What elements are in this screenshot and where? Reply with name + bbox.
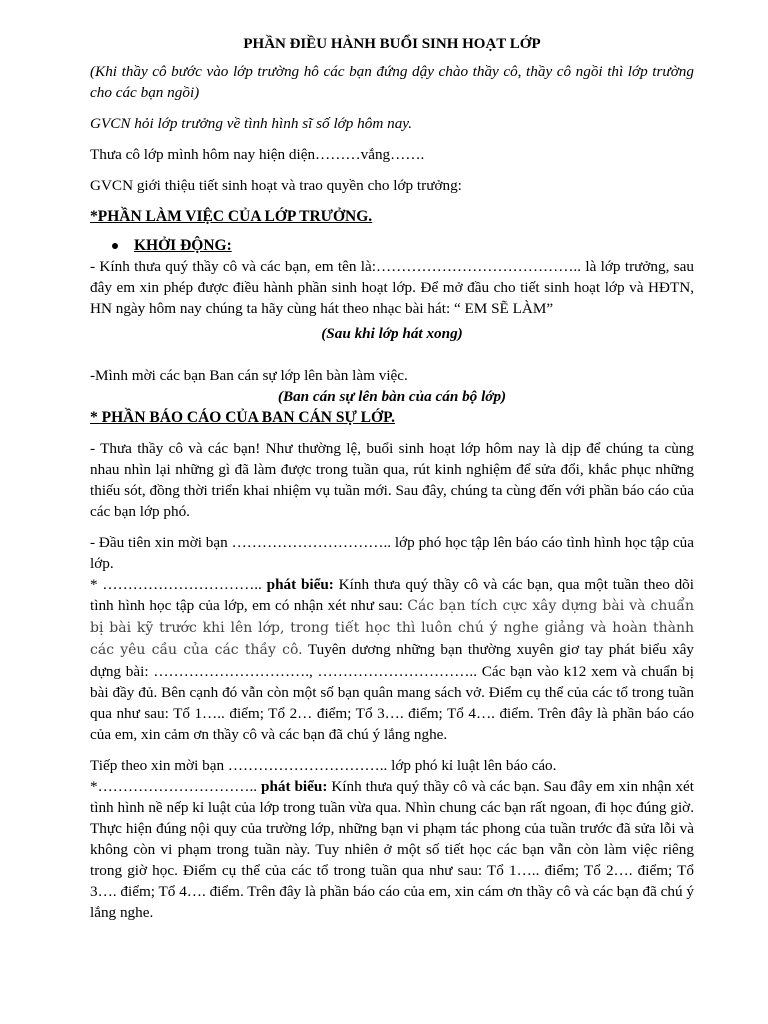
- page-title: PHẦN ĐIỀU HÀNH BUỔI SINH HOẠT LỚP: [243, 36, 541, 52]
- study-text1: Kính thưa quý thầy cô và các bạn, qua một tuần theo dõi tình hình học tập của lớp, em có nhận xét như sau:: [90, 576, 694, 614]
- attendance-line: Thưa cô lớp mình hôm nay hiện diện………vắng…….: [90, 146, 425, 163]
- discipline-text: Kính thưa quý thầy cô và các bạn. Sau đây em xin nhận xét tình hình nề nếp kỉ luật của lớp trong tuần vừa qua. Nhìn chung các bạn rất ngoan, đi học đúng giờ. Thực hiện đúng nội quy của trường lớp, những bạn vi phạm tác phong của tuần trước đã sửa lỗi và không còn vi phạm trong tuần này. Tuy nhiên ở một số tiết học các bạn vẫn còn làm việc riêng trong giờ học. Điểm cụ thể của các tổ trong tuần qua như sau: Tổ 1….. điểm; Tổ 2…. điểm; Tổ 3…. điểm; Tổ 4…. điểm. Trên đây là phần báo cáo của em, xin cám ơn thầy cô và các bạn đã chú ý lắng nghe.: [90, 778, 694, 921]
- document-page: [90, 34, 694, 923]
- intro-note: (Khi thầy cô bước vào lớp trường hô các bạn đứng dậy chào thầy cô, thầy cô ngồi thì lớp trường cho các bạn ngồi): [90, 63, 694, 101]
- discipline-label: phát biểu:: [261, 778, 328, 795]
- section1-heading: *PHẦN LÀM VIỆC CỦA LỚP TRƯỞNG.: [90, 208, 373, 225]
- bullet-item: [90, 235, 694, 256]
- study-report: [90, 574, 694, 745]
- report-intro: - Thưa thầy cô và các bạn! Như thường lệ, buổi sinh hoạt lớp hôm nay là dịp để chúng ta cùng nhau nhìn lại những gì đã làm được trong tuần qua, rút kinh nghiệm để sửa đổi, khắc phục những thiếu sót, đồng thời triển khai nhiệm vụ tuần mới. Sau đây, chúng ta cùng đến với phần báo cáo của các bạn lớp phó.: [90, 440, 694, 520]
- bullet-icon: [112, 243, 118, 249]
- study-text2: Tuyên dương những bạn thường xuyên giơ tay phát biểu xây dựng bài: …………………………., ………………………….. Các bạn vào k12 xem và chuẩn bị bài đầy đủ. Bên cạnh đó vẫn còn một số bạn quân mang sách vở. Điểm cụ thể của các tổ trong tuần qua như sau: Tổ 1….. điểm; Tổ 2… điểm; Tổ 3…. điểm; Tổ 4…. điểm. Trên đây là phần báo cáo của em, xin cảm ơn thầy cô và các bạn đã chú ý lắng nghe.: [90, 641, 694, 743]
- invite-committee: -Mình mời các bạn Ban cán sự lớp lên bàn làm việc.: [90, 367, 408, 384]
- study-lead: * …………………………..: [90, 576, 267, 593]
- study-text-gray: Các bạn tích cực xây dựng bài và chuẩn bị bài kỹ trước khi lên lớp, trong tiết học thì luôn chú ý nghe giảng và hoàn thành các yêu cầu của các thầy cô.: [90, 598, 694, 658]
- opening-paragraph: - Kính thưa quý thầy cô và các bạn, em tên là:………………………………….. là lớp trưởng, sau đây em xin phép được điều hành phần sinh hoạt lớp. Để mở đầu cho tiết sinh hoạt lớp và HĐTN, HN ngày hôm nay chúng ta hãy cùng hát theo nhạc bài hát: “ EM SẼ LÀM”: [90, 258, 694, 317]
- after-song-note: (Sau khi lớp hát xong): [321, 325, 463, 342]
- study-label: phát biểu:: [266, 576, 334, 593]
- invite-discipline: Tiếp theo xin mời bạn ………………………….. lớp phó kỉ luật lên báo cáo.: [90, 757, 557, 774]
- discipline-lead: *…………………………..: [90, 778, 261, 795]
- section2-heading: * PHẦN BÁO CÁO CỦA BAN CÁN SỰ LỚP.: [90, 409, 395, 426]
- invite-study: - Đầu tiên xin mời bạn ………………………….. lớp phó học tập lên báo cáo tình hình học tập của lớp.: [90, 534, 694, 572]
- discipline-report: [90, 776, 694, 923]
- committee-note: (Ban cán sự lên bàn của cán bộ lớp): [277, 388, 507, 405]
- gvcn-question: GVCN hỏi lớp trưởng về tình hình sĩ số lớp hôm nay.: [90, 115, 413, 132]
- bullet-heading: KHỞI ĐỘNG:: [134, 237, 232, 254]
- gvcn-intro: GVCN giới thiệu tiết sinh hoạt và trao quyền cho lớp trưởng:: [90, 177, 462, 194]
